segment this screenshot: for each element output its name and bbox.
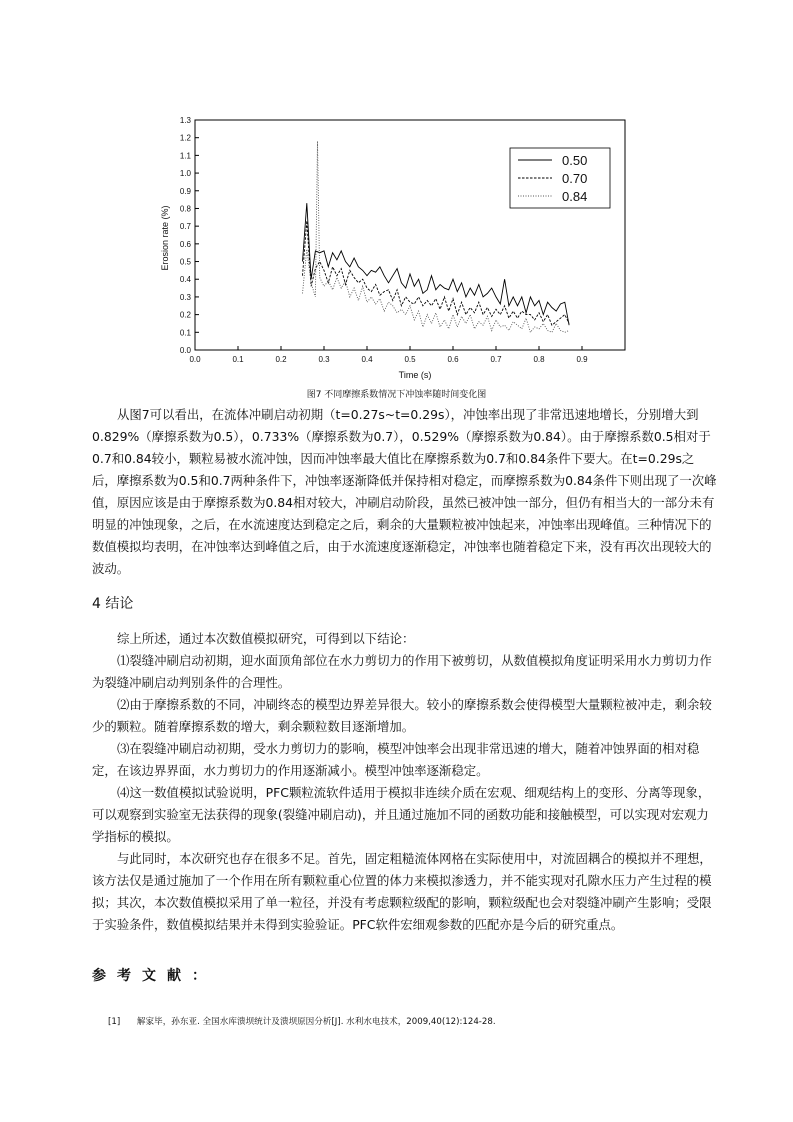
- erosion-rate-chart: [150, 108, 630, 388]
- conclusion-intro: 综上所述，通过本次数值模拟研究，可得到以下结论：: [117, 631, 415, 646]
- analysis-paragraph: 从图7可以看出，在流体冲刷启动初期（t=0.27s~t=0.29s），冲蚀率出现了非常迅速地增长，分别增大到0.829%（摩擦系数为0.5），0.733%（摩擦系数为0.7），0.529%（摩擦系数为0.84）。由于摩擦系数0.5相对于0.7和0.84较小，颗粒易被水流冲蚀，因而冲蚀率最大值比在摩擦系数为0.7和0.84条件下要大。在t=0.29s之后，摩擦系数为0.5和0.7两种条件下，冲蚀率逐渐降低并保持相对稳定，而摩擦系数为0.84条件下则出现了一次峰值，原因应该是由于摩擦系数为0.84相对较大，冲刷启动阶段，虽然已被冲蚀一部分，但仍有相当大的一部分未有明显的冲蚀现象，之后，在水流速度达到稳定之后，剩余的大量颗粒被冲蚀起来，冲蚀率出现峰值。三种情况下的数值模拟均表明，在冲蚀率达到峰值之后，由于水流速度逐渐稳定，冲蚀率也随着稳定下来，没有再次出现较大的波动。: [92, 407, 717, 576]
- reference-text: 解家毕，孙东亚. 全国水库溃坝统计及溃坝原因分析[J]. 水利水电技术，2009,40(12):124-28.: [136, 1017, 496, 1027]
- limitations-paragraph: 与此同时，本次研究也存在很多不足。首先，固定粗糙流体网格在实际使用中，对流固耦合的模拟并不理想，该方法仅是通过施加了一个作用在所有颗粒重心位置的体力来模拟渗透力，并不能实现对孔隙水压力产生过程的模拟；其次，本次数值模拟采用了单一粒径，并没有考虑颗粒级配的影响，颗粒级配也会对裂缝冲刷产生影响；受限于实验条件，数值模拟结果并未得到实验验证。PFC软件宏细观参数的匹配亦是今后的研究重点。: [92, 851, 712, 932]
- figure-caption: 图7 不同摩擦系数情况下冲蚀率随时间变化图: [306, 390, 487, 400]
- legend: [510, 148, 610, 208]
- x-tick-label: 0.2: [275, 355, 287, 364]
- legend-label: 0.70: [562, 171, 588, 186]
- y-tick-label: 1.1: [179, 151, 191, 161]
- references-heading: 参考文献：: [92, 968, 217, 984]
- y-tick-label: 0.0: [179, 346, 191, 355]
- x-ticks: [189, 346, 588, 364]
- y-axis-label: Erosion rate (%): [160, 205, 170, 271]
- x-tick-label: 0.5: [404, 355, 416, 364]
- y-tick-label: 1.0: [179, 169, 191, 179]
- y-tick-label: 1.3: [179, 116, 191, 125]
- y-tick-label: 0.4: [179, 275, 191, 285]
- x-tick-label: 0.4: [361, 355, 373, 364]
- x-tick-label: 0.3: [318, 355, 330, 364]
- y-tick-label: 1.2: [179, 133, 191, 143]
- conclusion-item-4: ⑷这一数值模拟试验说明，PFC颗粒流软件适用于模拟非连续介质在宏观、细观结构上的变形、分离等现象，可以观察到实验室无法获得的现象(裂缝冲刷启动)，并且通过施加不同的函数功能和接触模型，可以实现对宏观力学指标的模拟。: [92, 785, 711, 844]
- y-tick-label: 0.9: [179, 186, 191, 196]
- y-tick-label: 0.2: [179, 310, 191, 320]
- y-ticks: [180, 116, 199, 355]
- x-axis-label: Time (s): [398, 370, 432, 380]
- conclusion-item-3: ⑶在裂缝冲刷启动初期，受水力剪切力的影响，模型冲蚀率会出现非常迅速的增大，随着冲蚀界面的相对稳定，在该边界界面，水力剪切力的作用逐渐减小。模型冲蚀率逐渐稳定。: [92, 741, 700, 778]
- series-line-0.70: [303, 221, 570, 325]
- conclusion-item-2: ⑵由于摩擦系数的不同，冲刷终态的模型边界差异很大。较小的摩擦系数会使得模型大量颗粒被冲走，剩余较少的颗粒。随着摩擦系数的增大，剩余颗粒数目逐渐增加。: [92, 697, 712, 734]
- x-tick-label: 0.1: [232, 355, 244, 364]
- reference-item: [108, 1015, 496, 1027]
- analysis-paragraph-block: [92, 404, 717, 580]
- conclusion-block: [92, 628, 717, 936]
- legend-label: 0.50: [562, 153, 588, 168]
- x-tick-label: 0.8: [533, 355, 545, 364]
- x-tick-label: 0.9: [576, 355, 588, 364]
- y-tick-label: 0.5: [179, 257, 191, 267]
- legend-box: [510, 148, 610, 208]
- reference-number: [1]: [108, 1017, 121, 1027]
- conclusion-item-1: ⑴裂缝冲刷启动初期，迎水面顶角部位在水力剪切力的作用下被剪切，从数值模拟角度证明采用水力剪切力作为裂缝冲刷启动判别条件的合理性。: [92, 653, 712, 690]
- y-tick-label: 0.7: [179, 222, 191, 232]
- y-tick-label: 0.3: [179, 292, 191, 302]
- section-heading: 4 结论: [92, 596, 134, 612]
- y-tick-label: 0.8: [179, 204, 191, 214]
- x-tick-label: 0.7: [490, 355, 502, 364]
- legend-label: 0.84: [562, 189, 588, 204]
- x-tick-label: 0.6: [447, 355, 459, 364]
- series-line-0.50: [303, 203, 570, 325]
- y-tick-label: 0.1: [179, 328, 191, 338]
- x-tick-label: 0.0: [189, 355, 201, 364]
- y-tick-label: 0.6: [179, 239, 191, 249]
